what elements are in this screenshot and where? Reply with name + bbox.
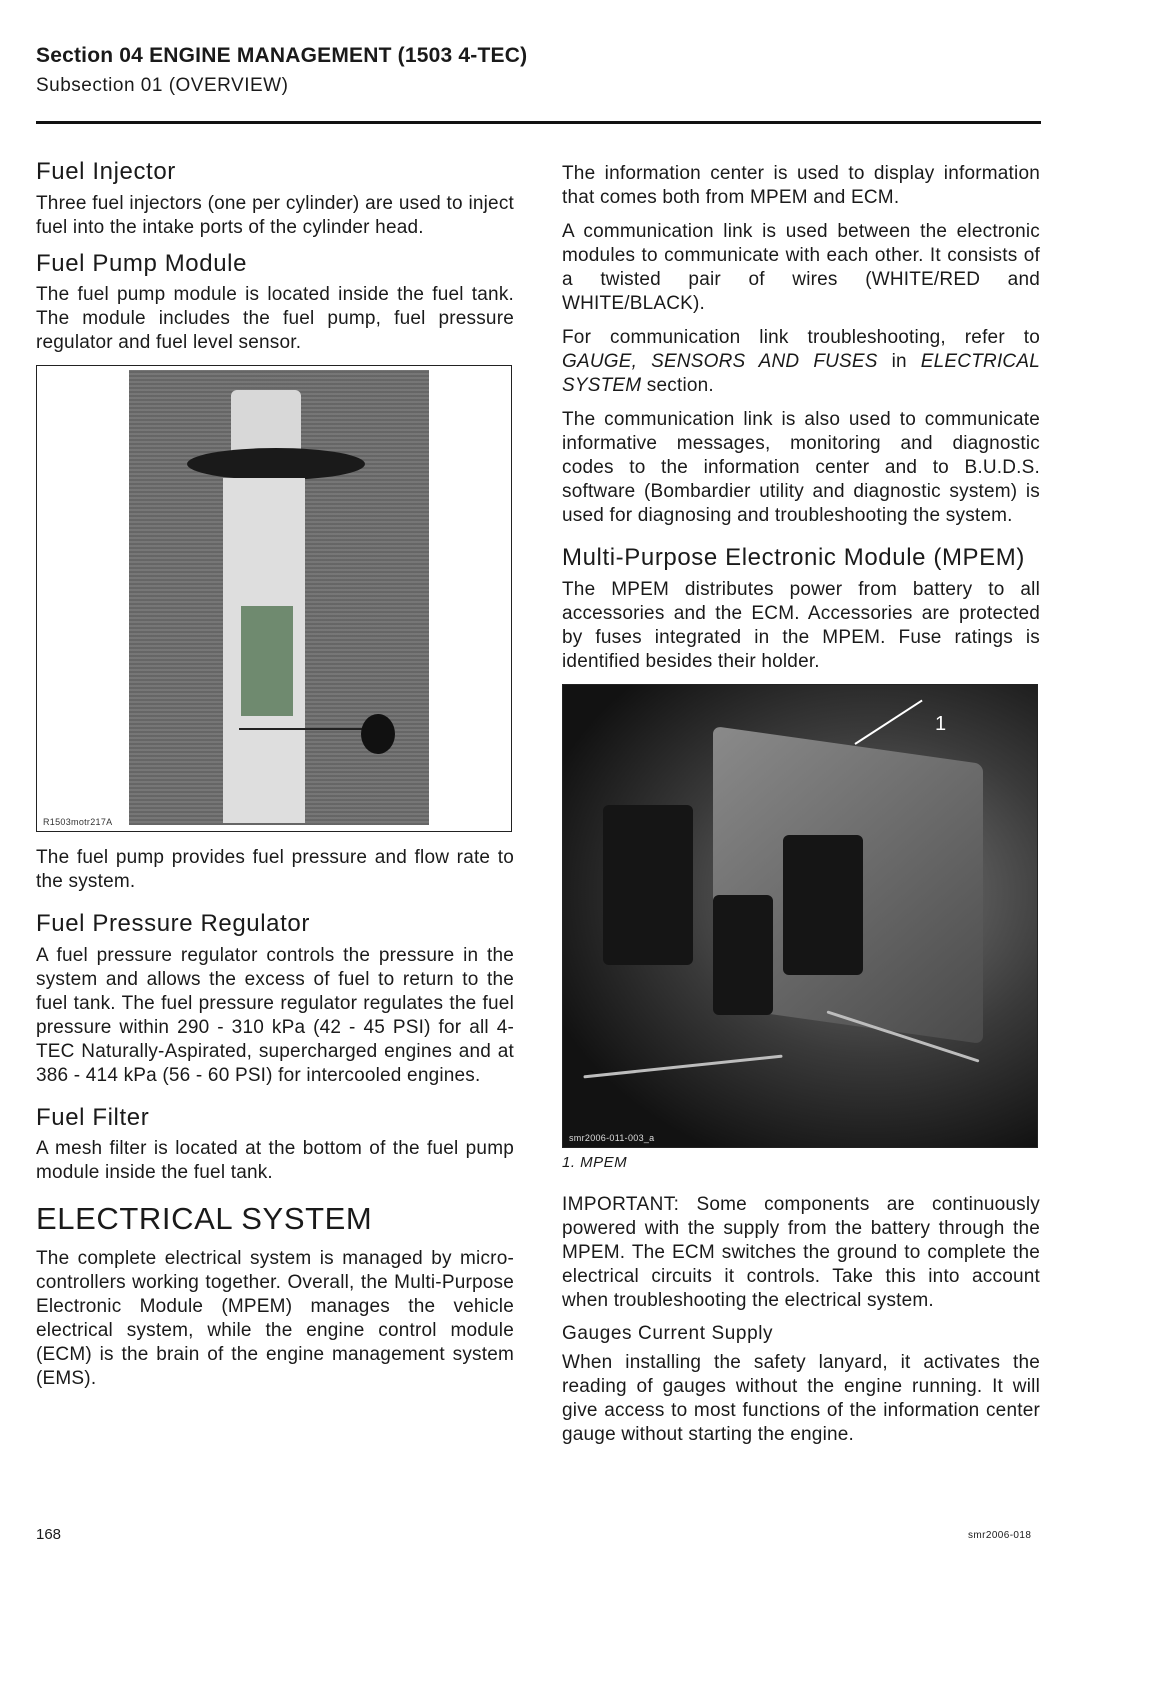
paragraph-information-center: The information center is used to display information that comes both from MPEM and ECM. bbox=[562, 163, 1040, 208]
paragraph-troubleshooting-ref: For communication link troubleshooting, refer to GAUGE, SENSORS AND FUSES in ELECTRICAL SYSTEM section. bbox=[562, 327, 1040, 396]
figure-fuel-pump-module bbox=[36, 365, 512, 832]
paragraph-fuel-injector: Three fuel injectors (one per cylinder) are used to inject fuel into the intake ports of the cylinder head. bbox=[36, 192, 514, 238]
paragraph-electrical-system: The complete electrical system is managed by micro-controllers working together. Overall, the Multi-Purpose Electronic Module (MPEM) manages the vehicle electrical system, while the engine control module (ECM) is the brain of the engine management system (EMS). bbox=[36, 1248, 514, 1390]
figure-code: smr2006-011-003_a bbox=[569, 1132, 655, 1143]
left-column bbox=[36, 158, 514, 1401]
paragraph-fuel-filter: A mesh filter is located at the bottom of the fuel pump module inside the fuel tank. bbox=[36, 1138, 514, 1184]
subsection-title: Subsection 01 (OVERVIEW) bbox=[36, 75, 289, 96]
right-column bbox=[562, 162, 1040, 1457]
heading-fuel-pressure-regulator: Fuel Pressure Regulator bbox=[36, 910, 310, 938]
heading-fuel-injector: Fuel Injector bbox=[36, 158, 176, 185]
heading-mpem: Multi-Purpose Electronic Module (MPEM) bbox=[562, 544, 1025, 571]
heading-electrical-system: ELECTRICAL SYSTEM bbox=[36, 1201, 373, 1237]
paragraph-mpem: The MPEM distributes power from battery to all accessories and the ECM. Accessories are protected by fuses integrated in the MPEM. Fuse ratings is identified besides their holder. bbox=[562, 578, 1040, 672]
figure-caption: 1. MPEM bbox=[562, 1153, 628, 1171]
heading-gauges-current-supply: Gauges Current Supply bbox=[562, 1322, 774, 1344]
paragraph-gauges: When installing the safety lanyard, it activates the reading of gauges without the engine running. It will give access to most functions of the information center gauge without starting the engine. bbox=[562, 1351, 1040, 1445]
heading-fuel-pump-module: Fuel Pump Module bbox=[36, 249, 248, 277]
heading-fuel-filter: Fuel Filter bbox=[36, 1103, 150, 1131]
callout-number: 1 bbox=[935, 712, 947, 735]
cross-ref-gauges: GAUGE, SENSORS AND FUSES bbox=[562, 351, 878, 372]
header-rule bbox=[36, 121, 1041, 124]
fuel-pump-photo bbox=[129, 370, 429, 825]
figure-mpem bbox=[562, 684, 1038, 1148]
paragraph-fuel-pressure-regulator: A fuel pressure regulator controls the pressure in the system and allows the excess of fuel to return to the fuel tank. The fuel pressure regulator regulates the fuel pressure within 290 - 310 kPa (42 - 45 PSI) for all 4-TEC Naturally-Aspirated, supercharged engines and at 386 - 414 kPa (56 - 60 PSI) for intercooled engines. bbox=[36, 944, 514, 1086]
important-label: IMPORTANT: bbox=[562, 1193, 680, 1215]
section-title: Section 04 ENGINE MANAGEMENT (1503 4-TEC) bbox=[36, 44, 528, 67]
paragraph-communication-link: A communication link is used between the electronic modules to communicate with each other. It consists of a twisted pair of wires (WHITE/RED and WHITE/BLACK). bbox=[562, 221, 1040, 314]
mpem-photo bbox=[563, 685, 1037, 1147]
paragraph-communication-use: The communication link is also used to communicate informative messages, monitoring and diagnostic codes to the information center and to B.U.D.S. software (Bombardier utility and diagnostic system) is used for diagnosing and troubleshooting the system. bbox=[562, 409, 1040, 526]
page-number: 168 bbox=[36, 1526, 62, 1543]
document-code: smr2006-018 bbox=[968, 1530, 1032, 1541]
figure-code: R1503motr217A bbox=[43, 817, 113, 828]
cross-ref-electrical: ELECTRICAL SYSTEM bbox=[562, 351, 1040, 396]
paragraph-fuel-pump: The fuel pump provides fuel pressure and flow rate to the system. bbox=[36, 847, 514, 893]
paragraph-fuel-pump-module: The fuel pump module is located inside the fuel tank. The module includes the fuel pump, fuel pressure regulator and fuel level sensor. bbox=[36, 284, 514, 354]
paragraph-important: IMPORTANT: Some components are continuously powered with the supply from the battery through the MPEM. The ECM switches the ground to complete the electrical circuits it controls. Take this into account when troubleshooting the electrical system. bbox=[562, 1193, 1040, 1311]
